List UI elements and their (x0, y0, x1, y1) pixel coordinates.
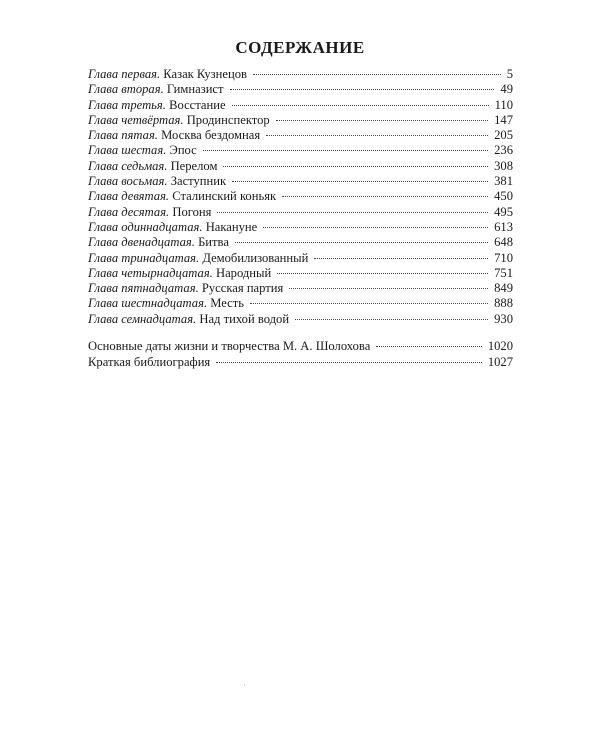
entry-label (88, 159, 217, 174)
toc-entry[interactable] (88, 312, 513, 327)
chapter-title: Накануне (205, 219, 258, 234)
entry-label (88, 281, 283, 296)
toc-entry[interactable] (88, 98, 513, 113)
toc-entry[interactable] (88, 82, 513, 97)
entry-label (88, 189, 276, 204)
chapter-title: Демобилизованный (202, 250, 309, 265)
chapter-number: Глава шестнадцатая. (88, 296, 208, 311)
page-number: 648 (494, 235, 513, 250)
dot-leader (295, 319, 488, 320)
entry-label (88, 220, 257, 235)
chapter-title: Перелом (170, 158, 218, 173)
page-number: 236 (494, 143, 513, 158)
dot-leader (223, 166, 488, 167)
chapter-number: Глава восьмая. (88, 174, 168, 189)
toc-entry[interactable] (88, 113, 513, 128)
page-number: 930 (494, 311, 513, 326)
page-number: 495 (494, 204, 513, 219)
entry-label (88, 251, 308, 266)
toc-entry[interactable] (88, 266, 513, 281)
entry-title: Основные даты жизни и творчества М. А. Шолохова (88, 339, 371, 353)
chapter-title: Казак Кузнецов (163, 67, 247, 81)
chapter-title: Над тихой водой (199, 311, 290, 326)
dot-leader (232, 105, 489, 106)
entry-label (88, 205, 211, 220)
page-number: 5 (506, 67, 513, 81)
chapter-number: Глава вторая. (88, 82, 164, 97)
chapter-title: Продинспектор (186, 112, 270, 127)
dot-leader (253, 74, 501, 75)
chapter-number: Глава пятая. (88, 128, 158, 143)
dot-leader (216, 362, 482, 363)
chapter-number: Глава четвёртая. (88, 112, 184, 127)
dot-leader (266, 135, 488, 136)
chapter-number: Глава четырнадцатая. (88, 265, 213, 280)
dot-leader (232, 181, 488, 182)
page-number: 751 (494, 265, 513, 280)
chapter-number: Глава седьмая. (88, 158, 168, 173)
page-number: 110 (494, 97, 513, 112)
dot-leader (282, 196, 488, 197)
entry-label (88, 312, 289, 327)
toc-entry[interactable] (88, 220, 513, 235)
toc-entry[interactable] (88, 159, 513, 174)
chapter-title: Битва (198, 235, 229, 250)
entry-label (88, 296, 244, 311)
toc-entry[interactable] (88, 174, 513, 189)
toc-entry[interactable] (88, 143, 513, 158)
page-mark: · (243, 681, 246, 690)
chapter-number: Глава девятая. (88, 189, 170, 204)
chapter-number: Глава тринадцатая. (88, 250, 200, 265)
entry-label (88, 266, 271, 281)
chapter-title: Гимназист (166, 82, 224, 97)
page-number: 710 (494, 250, 513, 265)
dot-leader (277, 273, 488, 274)
chapter-number: Глава шестая. (88, 143, 167, 158)
chapter-title: Москва бездомная (161, 128, 261, 143)
chapter-number: Глава десятая. (88, 204, 170, 219)
page-number: 849 (494, 281, 513, 296)
toc-entry[interactable] (88, 128, 513, 143)
entry-label (88, 128, 260, 143)
dot-leader (276, 120, 488, 121)
toc-entry[interactable] (88, 235, 513, 250)
page-number: 1027 (487, 355, 513, 370)
appendix-list (88, 338, 513, 371)
dot-leader (203, 150, 488, 151)
dot-leader (235, 242, 488, 243)
page-number: 205 (494, 128, 513, 143)
page-number: 888 (494, 296, 513, 311)
entry-label (88, 235, 229, 250)
dot-leader (250, 303, 488, 304)
page-number: 49 (500, 82, 513, 97)
chapter-number: Глава третья. (88, 97, 166, 112)
chapter-number: Глава одиннадцатая. (88, 219, 203, 234)
page-title: СОДЕРЖАНИЕ (235, 38, 365, 57)
toc-entry[interactable] (88, 354, 513, 370)
chapter-title: Месть (210, 296, 245, 311)
chapter-number: Глава первая. (88, 67, 161, 81)
dot-leader (263, 227, 488, 228)
entry-label (88, 67, 247, 82)
toc-entry[interactable] (88, 338, 513, 354)
page-number: 613 (494, 219, 513, 234)
chapter-number: Глава семнадцатая. (88, 311, 197, 326)
chapter-number: Глава двенадцатая. (88, 235, 195, 250)
dot-leader (217, 212, 488, 213)
entry-title: Краткая библиография (88, 355, 211, 370)
dot-leader (230, 89, 495, 90)
chapter-title: Заступник (170, 174, 227, 189)
entry-label (88, 174, 226, 189)
toc-entry[interactable] (88, 205, 513, 220)
dot-leader (289, 288, 488, 289)
chapter-title: Погоня (172, 204, 212, 219)
page-number: 381 (494, 174, 513, 189)
entry-label (88, 98, 226, 113)
entry-label (88, 82, 224, 97)
page-number: 450 (494, 189, 513, 204)
chapter-number: Глава пятнадцатая. (88, 281, 199, 296)
chapter-list (88, 67, 513, 327)
dot-leader (314, 258, 488, 259)
dot-leader (376, 346, 482, 347)
toc-entry[interactable] (88, 189, 513, 204)
chapter-title: Сталинский коньяк (172, 189, 277, 204)
page-number: 1020 (487, 339, 513, 353)
entry-label (88, 113, 270, 128)
page-number: 147 (494, 112, 513, 127)
toc-entry[interactable] (88, 67, 513, 82)
toc-entry[interactable] (88, 251, 513, 266)
toc-entry[interactable] (88, 296, 513, 311)
page-number: 308 (494, 158, 513, 173)
chapter-title: Восстание (169, 97, 226, 112)
chapter-title: Русская партия (201, 281, 284, 296)
entry-label (88, 143, 197, 158)
chapter-title: Народный (215, 265, 272, 280)
toc-entry[interactable] (88, 281, 513, 296)
chapter-title: Эпос (169, 143, 197, 158)
